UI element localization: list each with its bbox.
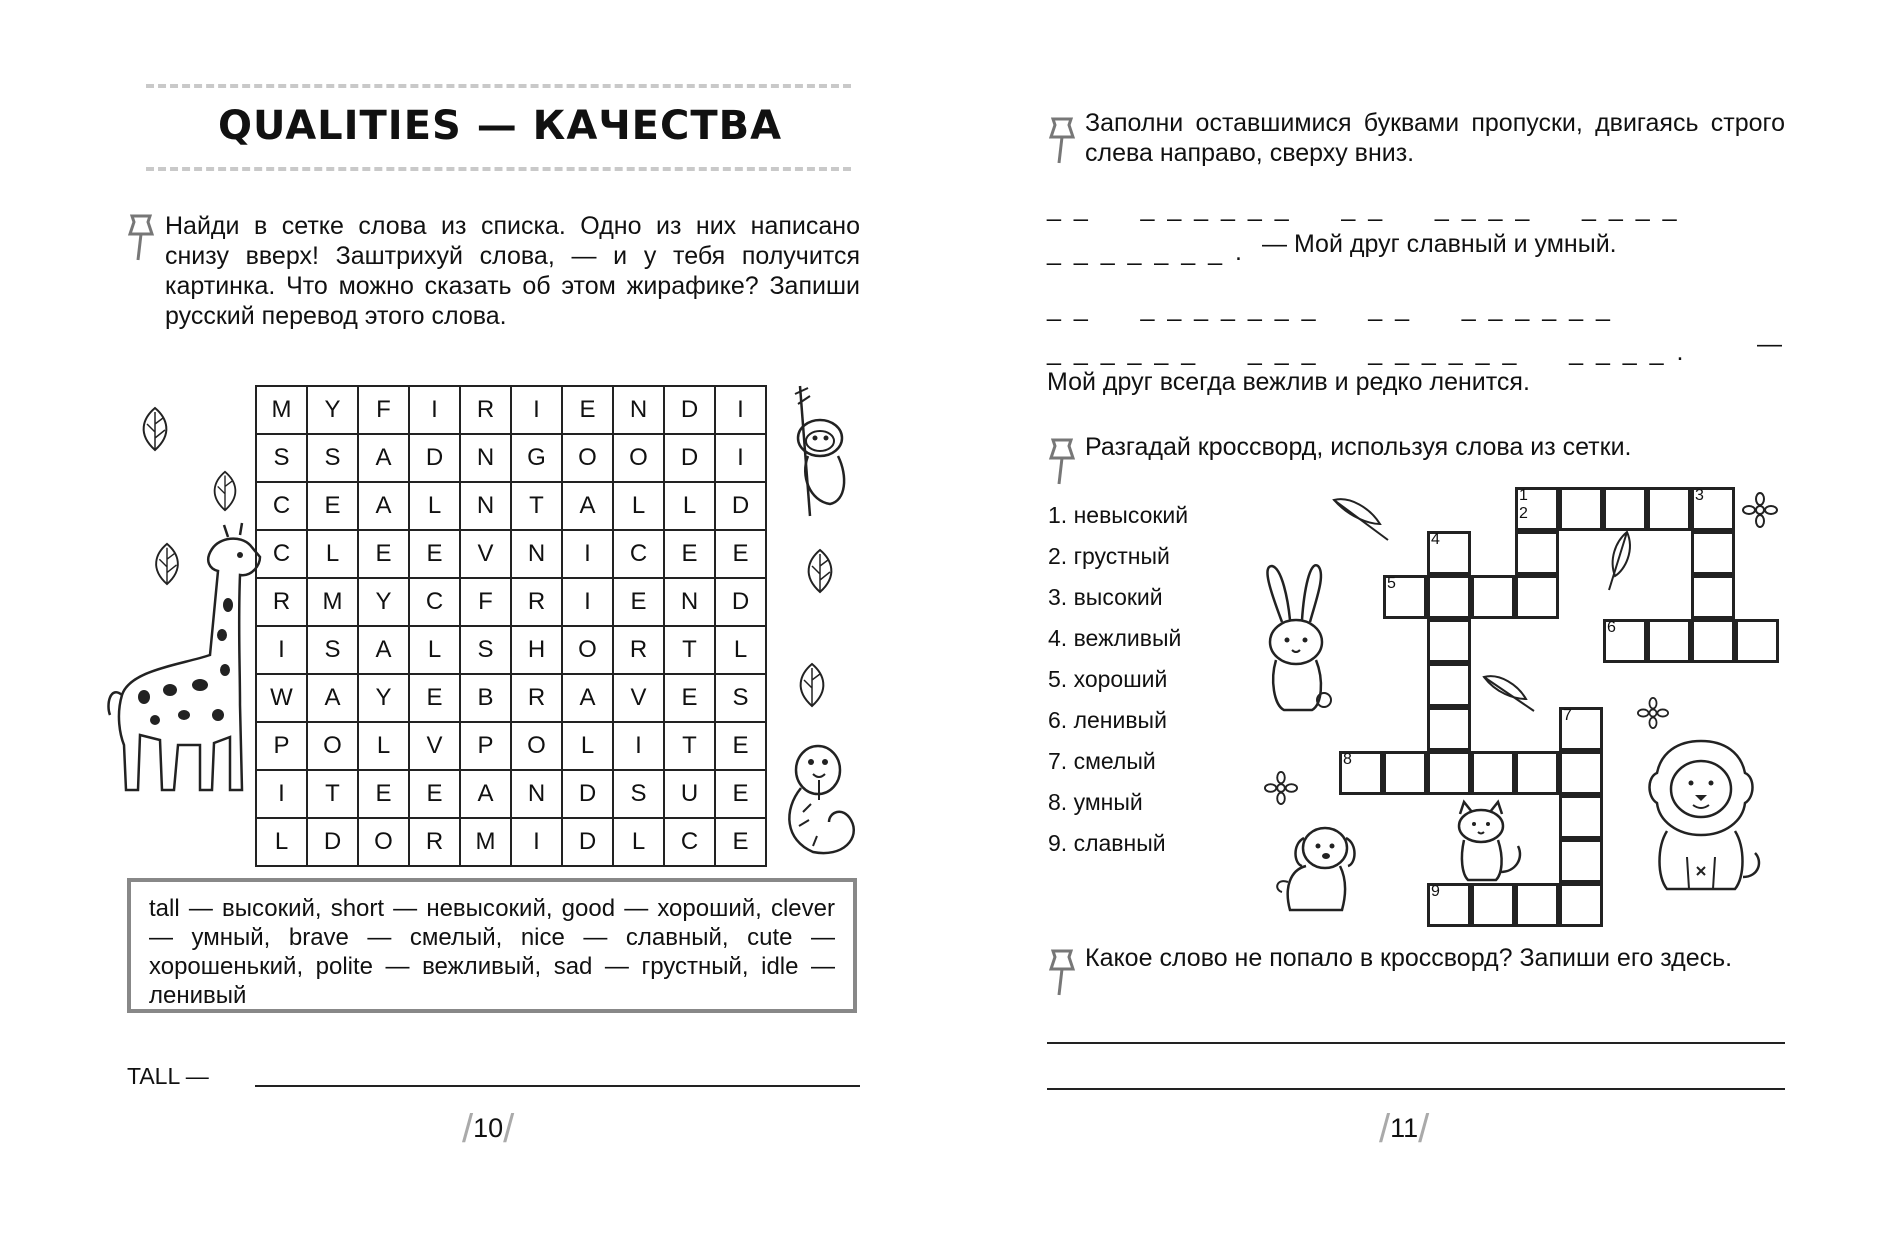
word-list-box: tall — высокий, short — невысокий, good — хороший, clever — умный, brave — смелый, nice — славный, cute — хорошенький, polite — вежливый, sad — грустный, idle — ленивый — [127, 878, 857, 1013]
grid-cell[interactable]: E — [664, 674, 715, 722]
pin-icon — [1045, 947, 1079, 999]
feather-icon — [1605, 530, 1635, 592]
crossword-cell[interactable] — [1471, 751, 1515, 795]
crossword-cell[interactable] — [1515, 883, 1559, 927]
grid-cell[interactable]: E — [715, 722, 766, 770]
clue-6: 6. ленивый — [1048, 707, 1167, 733]
grid-cell[interactable]: I — [715, 434, 766, 482]
grid-cell[interactable]: D — [715, 482, 766, 530]
crossword-cell[interactable] — [1691, 531, 1735, 575]
grid-row — [256, 626, 766, 674]
grid-cell[interactable]: R — [409, 818, 460, 866]
grid-cell[interactable]: D — [664, 386, 715, 434]
grid-cell[interactable]: H — [511, 626, 562, 674]
giraffe-illustration — [100, 525, 275, 795]
grid-cell[interactable]: F — [358, 386, 409, 434]
crossword-number: 2 — [1519, 505, 1528, 522]
crossword-number: 1 — [1519, 487, 1528, 504]
grid-cell[interactable]: Y — [307, 386, 358, 434]
grid-cell[interactable]: F — [460, 578, 511, 626]
word-search-grid[interactable] — [255, 385, 767, 867]
grid-cell[interactable]: I — [613, 722, 664, 770]
grid-row — [256, 722, 766, 770]
grid-cell[interactable]: L — [715, 626, 766, 674]
crossword-cell[interactable] — [1691, 575, 1735, 619]
grid-cell[interactable]: Y — [358, 578, 409, 626]
title-bottom-dashes — [146, 167, 851, 171]
grid-cell[interactable]: L — [613, 818, 664, 866]
grid-cell[interactable]: P — [460, 722, 511, 770]
grid-cell[interactable]: L — [409, 626, 460, 674]
pin-icon — [1045, 436, 1079, 488]
grid-cell[interactable]: V — [409, 722, 460, 770]
grid-cell[interactable]: L — [358, 722, 409, 770]
grid-cell[interactable]: A — [358, 434, 409, 482]
grid-cell[interactable]: E — [715, 530, 766, 578]
grid-cell[interactable]: O — [358, 818, 409, 866]
grid-row — [256, 818, 766, 866]
leaf-icon — [206, 470, 244, 512]
feather-icon — [1480, 673, 1536, 713]
grid-cell[interactable]: O — [307, 722, 358, 770]
grid-cell[interactable]: D — [715, 578, 766, 626]
grid-cell[interactable]: R — [511, 578, 562, 626]
pin-icon — [124, 212, 158, 264]
crossword-number: 6 — [1607, 619, 1616, 636]
grid-cell[interactable]: E — [613, 578, 664, 626]
grid-cell[interactable]: O — [562, 626, 613, 674]
grid-cell[interactable]: I — [562, 530, 613, 578]
crossword-cell[interactable] — [1603, 487, 1647, 531]
crossword-cell[interactable] — [1647, 487, 1691, 531]
sentence2-blanks-line1[interactable]: _ _ _ _ _ _ _ _ _ _ _ _ _ _ _ _ _ — [1047, 294, 1613, 322]
grid-cell[interactable]: E — [562, 386, 613, 434]
grid-row — [256, 386, 766, 434]
crossword-cell[interactable] — [1559, 795, 1603, 839]
page-number-left: /10/ — [462, 1107, 515, 1151]
grid-cell[interactable]: O — [562, 434, 613, 482]
crossword-cell[interactable] — [1427, 663, 1471, 707]
grid-cell[interactable]: L — [613, 482, 664, 530]
crossword-cell[interactable] — [1735, 619, 1779, 663]
feather-icon — [1330, 494, 1390, 544]
flower-icon — [1264, 771, 1298, 805]
grid-cell[interactable]: N — [511, 770, 562, 818]
grid-cell[interactable]: C — [256, 482, 307, 530]
grid-cell[interactable]: S — [307, 434, 358, 482]
grid-cell[interactable]: E — [664, 530, 715, 578]
clue-1: 1. невысокий — [1048, 502, 1189, 528]
crossword-cell[interactable] — [1427, 575, 1471, 619]
grid-cell[interactable]: E — [409, 530, 460, 578]
crossword-cell[interactable] — [1559, 751, 1603, 795]
grid-cell[interactable]: E — [358, 530, 409, 578]
grid-cell[interactable]: O — [511, 722, 562, 770]
grid-cell[interactable]: E — [409, 770, 460, 818]
grid-cell[interactable]: S — [307, 626, 358, 674]
grid-cell[interactable]: S — [460, 626, 511, 674]
flower-icon — [1742, 492, 1778, 528]
sentence1-translation: — Мой друг славный и умный. — [1262, 230, 1617, 258]
sentence1-blanks-line1[interactable]: _ _ _ _ _ _ _ _ _ _ _ _ _ _ _ _ _ _ — [1047, 194, 1680, 222]
crossword-cell[interactable] — [1559, 487, 1603, 531]
grid-cell[interactable]: G — [511, 434, 562, 482]
grid-cell[interactable]: D — [562, 770, 613, 818]
crossword-cell[interactable] — [1427, 707, 1471, 751]
grid-cell[interactable]: D — [307, 818, 358, 866]
answer-line-1[interactable] — [1047, 1042, 1785, 1044]
grid-cell[interactable]: M — [307, 578, 358, 626]
grid-cell[interactable]: D — [664, 434, 715, 482]
crossword-number: 3 — [1695, 487, 1704, 504]
clue-8: 8. умный — [1048, 789, 1143, 815]
fill-in-instructions: Заполни оставшимися буквами пропуски, двигаясь строго слева направо, сверху вниз. — [1085, 109, 1785, 167]
grid-cell[interactable]: R — [613, 626, 664, 674]
grid-row — [256, 578, 766, 626]
grid-cell[interactable]: S — [715, 674, 766, 722]
crossword-number: 8 — [1343, 751, 1352, 768]
clue-7: 7. смелый — [1048, 748, 1156, 774]
crossword-cell[interactable] — [1515, 575, 1559, 619]
grid-cell[interactable]: A — [358, 626, 409, 674]
missing-word-instructions: Какое слово не попало в кроссворд? Запиши его здесь. — [1085, 944, 1733, 972]
crossword-cell[interactable] — [1647, 619, 1691, 663]
grid-cell[interactable]: A — [562, 674, 613, 722]
word-search-instructions: Найди в сетке слова из списка. Одно из них написано снизу вверх! Заштрихуй слова, — и у тебя получится картинка. Что можно сказать об этом жирафике? Запиши русский перевод этого слова. — [165, 212, 860, 330]
grid-cell[interactable]: A — [358, 482, 409, 530]
grid-cell[interactable]: N — [460, 482, 511, 530]
grid-cell[interactable]: C — [613, 530, 664, 578]
bunny-illustration — [1256, 560, 1336, 715]
sentence1-blanks-line2[interactable]: _ _ _ _ _ _ _ . — [1047, 238, 1245, 266]
grid-cell[interactable]: N — [613, 386, 664, 434]
grid-cell[interactable]: A — [460, 770, 511, 818]
puppy-illustration — [1270, 818, 1360, 918]
grid-cell[interactable]: C — [409, 578, 460, 626]
grid-row — [256, 770, 766, 818]
grid-cell[interactable]: L — [409, 482, 460, 530]
answer-line-2[interactable] — [1047, 1088, 1785, 1090]
grid-cell[interactable]: T — [664, 626, 715, 674]
clue-4: 4. вежливый — [1048, 625, 1182, 651]
grid-cell[interactable]: T — [664, 722, 715, 770]
leaf-icon — [135, 406, 175, 452]
grid-cell[interactable]: S — [256, 434, 307, 482]
crossword-cell[interactable] — [1471, 575, 1515, 619]
grid-cell[interactable]: I — [715, 386, 766, 434]
grid-cell[interactable]: R — [460, 386, 511, 434]
pin-icon — [1045, 115, 1079, 167]
grid-cell[interactable]: V — [613, 674, 664, 722]
grid-cell[interactable]: U — [664, 770, 715, 818]
answer-line[interactable] — [255, 1085, 860, 1087]
grid-cell[interactable]: E — [358, 770, 409, 818]
grid-cell[interactable]: R — [511, 674, 562, 722]
grid-cell[interactable]: I — [511, 818, 562, 866]
grid-cell[interactable]: L — [664, 482, 715, 530]
crossword-cell[interactable] — [1471, 883, 1515, 927]
lion-illustration — [1637, 737, 1767, 892]
grid-cell[interactable]: L — [307, 530, 358, 578]
crossword-cell[interactable] — [1383, 751, 1427, 795]
grid-cell[interactable]: D — [409, 434, 460, 482]
grid-cell[interactable]: L — [256, 818, 307, 866]
grid-cell[interactable]: W — [256, 674, 307, 722]
grid-cell[interactable]: D — [562, 818, 613, 866]
page-title: QUALITIES — КАЧЕСТВА — [217, 103, 783, 149]
crossword-cell[interactable] — [1559, 883, 1603, 927]
grid-cell[interactable]: I — [256, 770, 307, 818]
crossword-number: 5 — [1387, 575, 1396, 592]
sentence2-blanks-line2[interactable]: _ _ _ _ _ _ _ _ _ _ _ _ _ _ _ _ _ _ _ . — [1047, 338, 1687, 366]
grid-cell[interactable]: E — [307, 482, 358, 530]
crossword-cell[interactable] — [1515, 531, 1559, 575]
grid-cell[interactable]: I — [409, 386, 460, 434]
grid-cell[interactable]: I — [256, 626, 307, 674]
grid-cell[interactable]: C — [256, 530, 307, 578]
grid-row — [256, 434, 766, 482]
grid-cell[interactable]: A — [307, 674, 358, 722]
grid-cell[interactable]: P — [256, 722, 307, 770]
grid-cell[interactable]: L — [562, 722, 613, 770]
grid-cell[interactable]: T — [307, 770, 358, 818]
grid-cell[interactable]: N — [664, 578, 715, 626]
grid-cell[interactable]: Y — [358, 674, 409, 722]
grid-cell[interactable]: I — [562, 578, 613, 626]
crossword-cell[interactable] — [1515, 751, 1559, 795]
grid-cell[interactable]: V — [460, 530, 511, 578]
sentence2-dash: — — [1757, 330, 1782, 358]
grid-cell[interactable]: M — [256, 386, 307, 434]
grid-cell[interactable]: O — [613, 434, 664, 482]
grid-cell[interactable]: E — [409, 674, 460, 722]
clue-3: 3. высокий — [1048, 584, 1163, 610]
grid-cell[interactable]: B — [460, 674, 511, 722]
sloth-illustration — [780, 386, 850, 516]
grid-row — [256, 482, 766, 530]
flower-icon — [1637, 697, 1669, 729]
crossword-cell[interactable] — [1691, 619, 1735, 663]
sentence2-translation: Мой друг всегда вежлив и редко ленится. — [1047, 368, 1530, 396]
crossword-cell[interactable] — [1427, 751, 1471, 795]
grid-cell[interactable]: E — [715, 770, 766, 818]
grid-row — [256, 674, 766, 722]
cat-illustration — [1446, 802, 1526, 882]
snake-illustration — [773, 740, 863, 860]
grid-cell[interactable]: I — [511, 386, 562, 434]
clue-9: 9. славный — [1048, 830, 1166, 856]
grid-cell[interactable]: A — [562, 482, 613, 530]
clue-2: 2. грустный — [1048, 543, 1170, 569]
grid-cell[interactable]: R — [256, 578, 307, 626]
page-number-right: /11/ — [1379, 1107, 1430, 1151]
grid-cell[interactable]: E — [715, 818, 766, 866]
grid-cell[interactable]: M — [460, 818, 511, 866]
grid-cell[interactable]: N — [511, 530, 562, 578]
crossword-instructions: Разгадай кроссворд, используя слова из сетки. — [1085, 433, 1632, 461]
grid-cell[interactable]: S — [613, 770, 664, 818]
title-top-dashes — [146, 84, 851, 88]
answer-prompt: TALL — — [127, 1063, 209, 1089]
grid-row — [256, 530, 766, 578]
crossword-cell[interactable] — [1427, 619, 1471, 663]
leaf-icon — [800, 548, 840, 594]
crossword-number: 4 — [1431, 531, 1440, 548]
grid-cell[interactable]: T — [511, 482, 562, 530]
leaf-icon — [792, 662, 832, 708]
grid-cell[interactable]: N — [460, 434, 511, 482]
crossword-cell[interactable] — [1559, 839, 1603, 883]
crossword-number: 9 — [1431, 883, 1440, 900]
crossword-number: 7 — [1563, 707, 1572, 724]
grid-cell[interactable]: C — [664, 818, 715, 866]
clue-5: 5. хороший — [1048, 666, 1168, 692]
